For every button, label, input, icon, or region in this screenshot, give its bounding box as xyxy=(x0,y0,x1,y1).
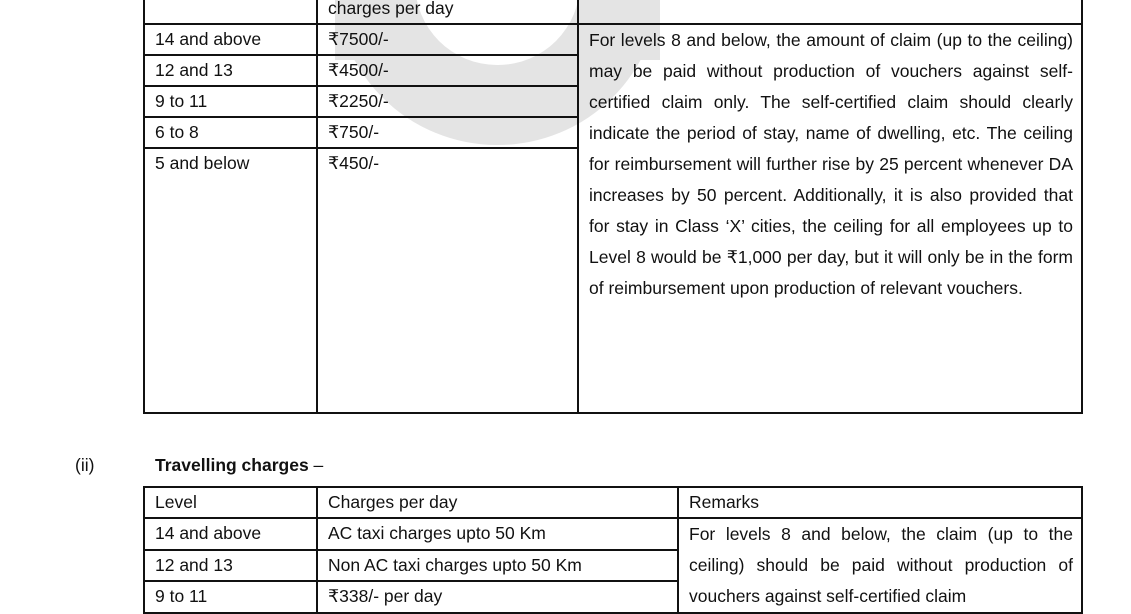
accommodation-charges-table xyxy=(143,0,1083,414)
level-cell: 9 to 11 xyxy=(144,86,317,117)
charges-cell: ₹450/- xyxy=(317,148,578,413)
level-cell: 14 and above xyxy=(144,518,317,550)
charges-cell: ₹7500/- xyxy=(317,24,578,55)
charges-cell: ₹4500/- xyxy=(317,55,578,86)
travelling-charges-table xyxy=(143,486,1083,614)
section-title-text: Travelling charges xyxy=(155,455,309,475)
level-cell: 12 and 13 xyxy=(144,550,317,582)
header-charges-cell: Charges per day xyxy=(317,487,678,518)
table-row xyxy=(144,518,1082,550)
remarks-cell: For levels 8 and below, the claim (up to the ceiling) should be paid without production of vouchers against self-certified claim xyxy=(678,518,1082,613)
remarks-cell: For levels 8 and below, the amount of claim (up to the ceiling) may be paid without production of vouchers against self-certified claim only. The self-certified claim should clearly indicate the period of stay, name of dwelling, etc. The ceiling for reimbursement will further rise by 25 percent whenever DA increases by 50 percent. Additionally, it is also provided that for stay in Class ‘X’ cities, the ceiling for all employees up to Level 8 would be ₹1,000 per day, but it will only be in the form of reimbursement upon production of relevant vouchers. xyxy=(578,24,1082,413)
level-cell: 14 and above xyxy=(144,24,317,55)
table-header-row xyxy=(144,487,1082,518)
header-charges-cell: charges per day xyxy=(317,0,578,24)
charges-cell: ₹750/- xyxy=(317,117,578,148)
section-number: (ii) xyxy=(75,455,95,475)
header-level-cell xyxy=(144,0,317,24)
header-level-cell: Level xyxy=(144,487,317,518)
table-header-row xyxy=(144,0,1082,24)
charges-cell: AC taxi charges upto 50 Km xyxy=(317,518,678,550)
header-remarks-cell: Remarks xyxy=(678,487,1082,518)
section-title-dash: – xyxy=(308,455,324,475)
section-title xyxy=(155,455,323,476)
table-row xyxy=(144,24,1082,55)
level-cell: 12 and 13 xyxy=(144,55,317,86)
level-cell: 6 to 8 xyxy=(144,117,317,148)
level-cell: 5 and below xyxy=(144,148,317,413)
charges-cell: ₹2250/- xyxy=(317,86,578,117)
charges-cell: ₹338/- per day xyxy=(317,581,678,613)
level-cell: 9 to 11 xyxy=(144,581,317,613)
header-remarks-cell xyxy=(578,0,1082,24)
charges-cell: Non AC taxi charges upto 50 Km xyxy=(317,550,678,582)
